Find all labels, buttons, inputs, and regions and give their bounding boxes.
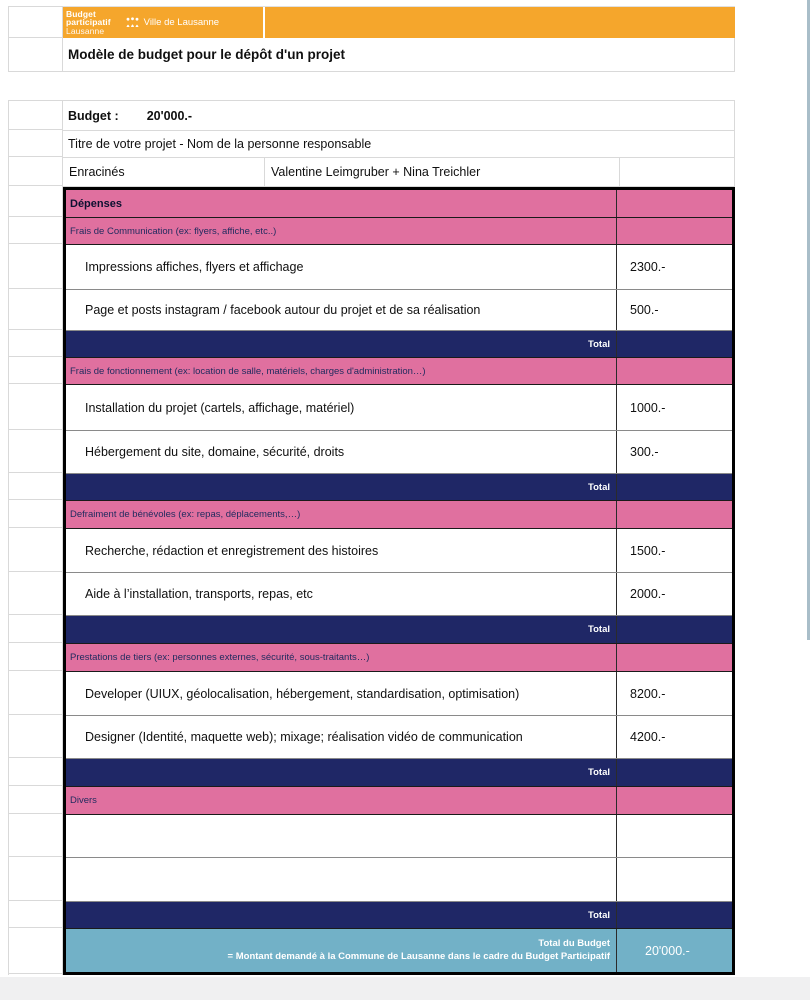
gutter-cell[interactable] (9, 38, 62, 72)
item-amount-cell[interactable] (617, 573, 732, 615)
gutter-cell[interactable] (9, 384, 62, 430)
header-table (8, 6, 735, 72)
gutter-cell[interactable] (9, 615, 62, 643)
item-amount: 4200.- (630, 730, 666, 744)
item-label-cell[interactable] (66, 858, 617, 901)
ville-label: Ville de Lausanne (143, 17, 220, 28)
item-amount-cell[interactable] (617, 529, 732, 572)
item-label-cell[interactable] (66, 716, 617, 758)
total-amount-cell[interactable] (617, 902, 732, 928)
sheet-background (0, 977, 810, 1000)
item-label-cell[interactable] (66, 529, 617, 572)
project-name: Enracinés (69, 165, 125, 179)
expense-item-row (66, 573, 732, 616)
gutter-cell[interactable] (9, 217, 62, 244)
total-amount-cell[interactable] (617, 474, 732, 500)
gutter-cell[interactable] (9, 289, 62, 330)
empty-cell[interactable] (617, 501, 732, 528)
expense-item-row (66, 815, 732, 858)
total-label: Total (588, 624, 610, 635)
banner-spacer-cell[interactable] (265, 7, 735, 38)
expense-item-row (66, 716, 732, 759)
expenses-header: Dépenses (70, 197, 122, 210)
expenses-block (63, 187, 735, 975)
budget-participatif-logo (63, 10, 111, 36)
section-header: Divers (70, 795, 97, 806)
gutter-cell[interactable] (9, 572, 62, 615)
item-amount-cell[interactable] (617, 672, 732, 715)
expense-item-row (66, 858, 732, 902)
item-amount: 1000.- (630, 400, 666, 415)
item-amount: 1500.- (630, 543, 666, 558)
item-amount: 2000.- (630, 587, 666, 601)
total-label: Total (588, 767, 610, 778)
gutter-cell[interactable] (9, 130, 62, 157)
ville-de-lausanne-badge (125, 17, 219, 28)
grand-total-row (66, 929, 732, 972)
ville-de-lausanne-logo-icon (125, 17, 140, 28)
subtitle-text: Titre de votre projet - Nom de la personne responsable (68, 137, 372, 151)
section-header-row (66, 501, 732, 529)
expense-item-row (66, 385, 732, 431)
section-header-row (66, 358, 732, 385)
responsible-cell[interactable] (265, 158, 619, 186)
budget-amount-row[interactable] (63, 101, 735, 131)
gutter-cell[interactable] (9, 473, 62, 500)
item-label: Designer (Identité, maquette web); mixage; réalisation vidéo de communication (85, 730, 523, 744)
item-label: Page et posts instagram / facebook autour du projet et de sa réalisation (85, 303, 481, 317)
section-header: Prestations de tiers (ex: personnes externes, sécurité, sous-traitants…) (70, 652, 370, 663)
gutter-cell[interactable] (9, 6, 62, 38)
gutter-cell[interactable] (9, 528, 62, 572)
total-label: Total (588, 481, 610, 493)
gutter-cell[interactable] (9, 244, 62, 289)
expenses-header-row (66, 190, 732, 218)
gutter-cell[interactable] (9, 814, 62, 857)
gutter-cell[interactable] (9, 157, 62, 186)
responsible-name: Valentine Leimgruber + Nina Treichler (271, 165, 481, 179)
item-amount: 2300.- (630, 260, 666, 274)
empty-cell[interactable] (617, 644, 732, 671)
grand-total-label-line1: Total du Budget (538, 937, 610, 949)
gutter-cell[interactable] (9, 671, 62, 715)
section-header-row (66, 218, 732, 245)
empty-cell[interactable] (619, 158, 734, 186)
gutter-cell[interactable] (9, 357, 62, 384)
total-amount-cell[interactable] (617, 759, 732, 786)
expense-item-row (66, 431, 732, 474)
section-total-row (66, 474, 732, 501)
gutter-cell[interactable] (9, 430, 62, 473)
gutter-cell[interactable] (9, 758, 62, 786)
section-total-row (66, 759, 732, 787)
section-header-row (66, 644, 732, 672)
item-label-cell[interactable] (66, 815, 617, 857)
expense-item-row (66, 672, 732, 716)
section-header: Defraiment de bénévoles (ex: repas, déplacements,…) (70, 509, 301, 520)
item-amount-cell[interactable] (617, 385, 732, 430)
section-header: Frais de Communication (ex: flyers, affiche, etc..) (70, 225, 277, 237)
row-gutter-column (8, 100, 63, 975)
project-name-cell[interactable] (63, 158, 265, 186)
section-total-row (66, 331, 732, 358)
expense-item-row (66, 529, 732, 573)
empty-cell[interactable] (617, 358, 732, 384)
item-label: Installation du projet (cartels, affichage, matériel) (85, 400, 355, 415)
row-gutter-column (8, 6, 63, 72)
item-label-cell[interactable] (66, 431, 617, 473)
gutter-cell[interactable] (9, 901, 62, 928)
gutter-cell[interactable] (9, 857, 62, 901)
gutter-cell[interactable] (9, 330, 62, 357)
grand-total-amount: 20'000.- (645, 943, 690, 958)
item-label-cell[interactable] (66, 245, 617, 289)
budget-table (8, 100, 735, 975)
section-total-row (66, 616, 732, 644)
grand-total-label-line2: = Montant demandé à la Commune de Lausanne dans le cadre du Budget Participatif (227, 950, 610, 962)
item-amount-cell[interactable] (617, 716, 732, 758)
section-total-row (66, 902, 732, 929)
logo-text: participatif (66, 17, 111, 28)
gutter-cell[interactable] (9, 643, 62, 671)
logo-text: Budget (66, 8, 96, 19)
page-title: Modèle de budget pour le dépôt d'un projet (68, 47, 345, 62)
item-amount-cell[interactable] (617, 815, 732, 857)
item-label-cell[interactable] (66, 573, 617, 615)
empty-cell[interactable] (617, 218, 732, 244)
budget-label: Budget : (68, 108, 119, 123)
gutter-cell[interactable] (9, 100, 62, 130)
item-amount: 500.- (630, 303, 659, 317)
item-label: Recherche, rédaction et enregistrement des histoires (85, 543, 379, 558)
gutter-cell[interactable] (9, 786, 62, 814)
item-label: Impressions affiches, flyers et affichage (85, 260, 304, 274)
item-amount-cell[interactable] (617, 858, 732, 901)
item-amount-cell[interactable] (617, 431, 732, 473)
total-label: Total (588, 909, 610, 921)
brand-banner (63, 6, 735, 38)
item-amount-cell[interactable] (617, 290, 732, 330)
total-amount-cell[interactable] (617, 331, 732, 357)
item-amount: 8200.- (630, 686, 666, 701)
expense-item-row (66, 245, 732, 290)
gutter-cell[interactable] (9, 186, 62, 217)
item-label: Developer (UIUX, géolocalisation, hébergement, standardisation, optimisation) (85, 686, 520, 701)
gutter-cell[interactable] (9, 928, 62, 974)
gutter-cell[interactable] (9, 715, 62, 758)
item-label: Hébergement du site, domaine, sécurité, droits (85, 445, 345, 459)
total-label: Total (588, 338, 610, 350)
item-label-cell[interactable] (66, 290, 617, 330)
logo-text: Lausanne (66, 25, 105, 36)
project-row (63, 158, 735, 187)
total-amount-cell[interactable] (617, 616, 732, 643)
budget-value: 20'000.- (146, 108, 193, 123)
subtitle-row[interactable] (63, 131, 735, 158)
document-title-row[interactable] (63, 38, 735, 72)
gutter-cell[interactable] (9, 500, 62, 528)
empty-cell[interactable] (617, 190, 732, 217)
item-amount-cell[interactable] (617, 245, 732, 289)
empty-cell[interactable] (617, 787, 732, 814)
expense-item-row (66, 290, 732, 331)
item-label-cell[interactable] (66, 672, 617, 715)
item-label-cell[interactable] (66, 385, 617, 430)
section-header-row (66, 787, 732, 815)
section-header: Frais de fonctionnement (ex: location de salle, matériels, charges d'administration…) (70, 365, 426, 377)
item-label: Aide à l’installation, transports, repas, etc (85, 587, 313, 601)
item-amount: 300.- (630, 445, 659, 459)
grand-total-amount-cell[interactable] (617, 929, 732, 972)
